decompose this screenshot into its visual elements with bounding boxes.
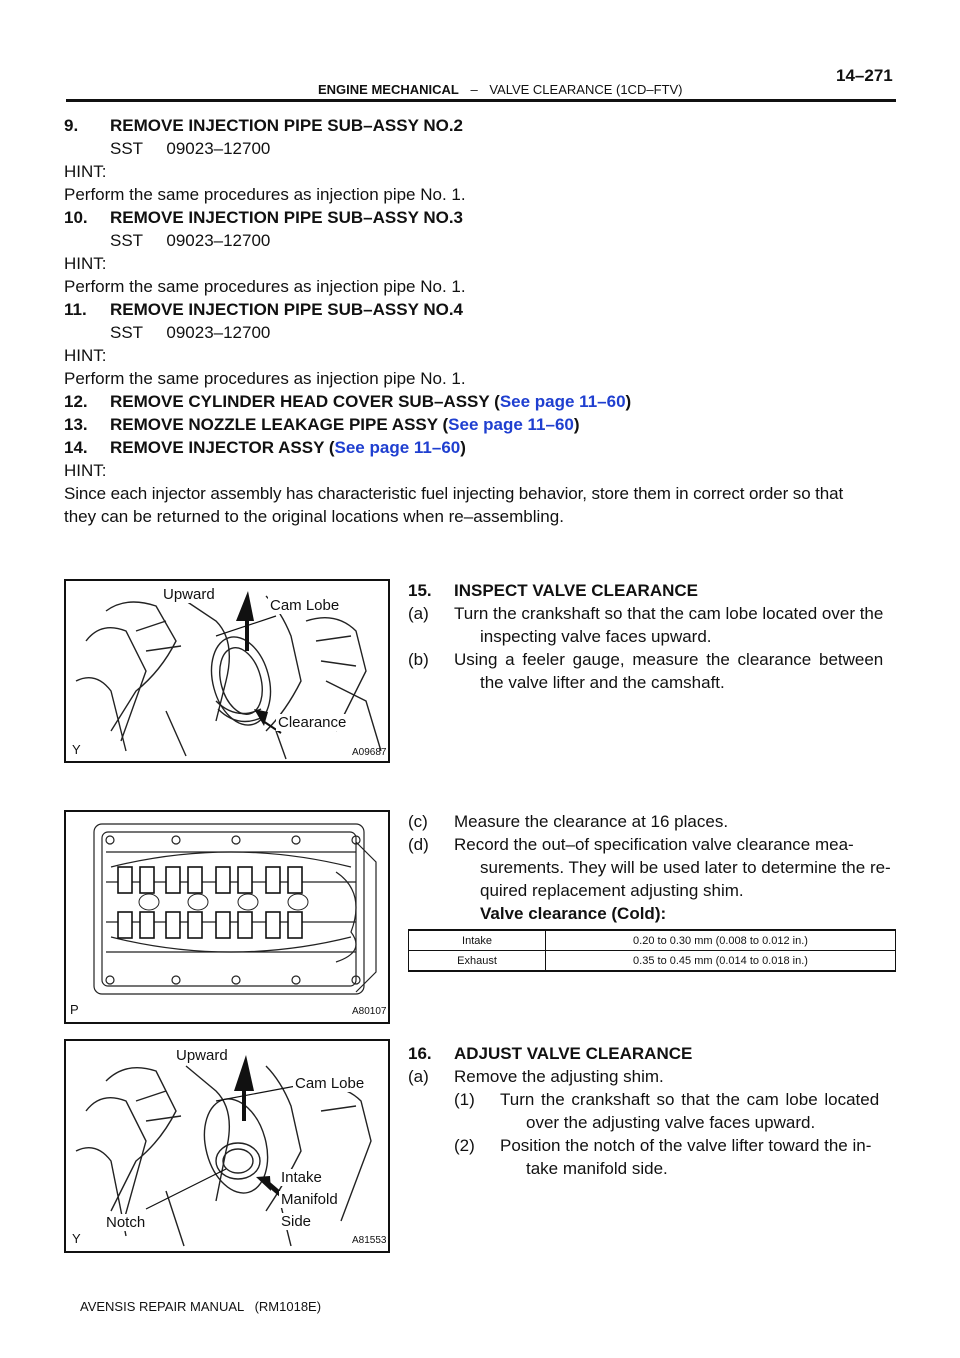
label-clearance: Clearance — [278, 714, 347, 731]
step-9-hint-label: HINT: — [64, 162, 107, 181]
step-9-title: 9. REMOVE INJECTION PIPE SUB–ASSY NO.2 — [64, 116, 463, 135]
header-section: ENGINE MECHANICAL — [318, 82, 459, 97]
step-13-link[interactable]: See page 11–60 — [448, 415, 574, 434]
step-16-1-label: (1) — [454, 1090, 475, 1109]
header-rule — [66, 99, 896, 102]
page-number: 14–271 — [836, 66, 893, 85]
label-intake-line2: Manifold — [281, 1191, 338, 1208]
cylinder-head-drawing — [66, 812, 388, 1022]
step-11-title: 11. REMOVE INJECTION PIPE SUB–ASSY NO.4 — [64, 300, 463, 319]
step-15c-label: (c) — [408, 812, 428, 831]
spec-name: Exhaust — [409, 951, 546, 972]
step-16-title: 16. ADJUST VALVE CLEARANCE — [408, 1044, 693, 1063]
step-14-hint-line2: they can be returned to the original locations when re–assembling. — [64, 507, 564, 526]
step-10-sst: SST 09023–12700 — [110, 231, 271, 250]
step-16-2-line2: take manifold side. — [526, 1159, 668, 1178]
step-15d-line1: Record the out–of specification valve clearance mea- — [454, 835, 854, 854]
step-15d-line2: surements. They will be used later to determine the re- — [480, 858, 891, 877]
step-15-title: 15. INSPECT VALVE CLEARANCE — [408, 581, 699, 600]
figure-valve-clearance — [64, 579, 390, 763]
step-11-hint-text: Perform the same procedures as injection pipe No. 1. — [64, 369, 466, 388]
step-10-hint-text: Perform the same procedures as injection pipe No. 1. — [64, 277, 466, 296]
figure-corner-mark: Y — [72, 742, 81, 757]
step-10-hint-label: HINT: — [64, 254, 107, 273]
step-16-1-line1: Turn the crankshaft so that the cam lobe located — [500, 1090, 880, 1109]
step-16a-text: Remove the adjusting shim. — [454, 1067, 664, 1086]
spec-name: Intake — [409, 930, 546, 951]
page-footer: AVENSIS REPAIR MANUAL (RM1018E) — [80, 1299, 322, 1314]
figure-cylinder-head — [64, 810, 390, 1024]
label-cam-lobe: Cam Lobe — [295, 1075, 365, 1092]
step-15b-line2: the valve lifter and the camshaft. — [480, 673, 725, 692]
figure-corner-mark: P — [70, 1002, 79, 1017]
label-cam-lobe: Cam Lobe — [270, 597, 340, 614]
step-14-hint-line1: Since each injector assembly has characteristic fuel injecting behavior, store them in correct order so that — [64, 484, 844, 503]
figure-corner-mark: Y — [72, 1231, 81, 1246]
step-12-link[interactable]: See page 11–60 — [499, 392, 626, 411]
label-intake-line1: Intake — [281, 1169, 322, 1186]
step-9-hint-text: Perform the same procedures as injection pipe No. 1. — [64, 185, 466, 204]
valve-clearance-table — [408, 929, 896, 972]
step-16-1-line2: over the adjusting valve faces upward. — [526, 1113, 816, 1132]
step-15c-line1: Measure the clearance at 16 places. — [454, 812, 729, 831]
step-10-title: 10. REMOVE INJECTION PIPE SUB–ASSY NO.3 — [64, 208, 463, 227]
figure-code: A81553 — [352, 1235, 387, 1246]
step-16a-label: (a) — [408, 1067, 429, 1086]
step-9-sst: SST 09023–12700 — [110, 139, 271, 158]
step-13-title: 13. REMOVE NOZZLE LEAKAGE PIPE ASSY (See page 11–60) — [64, 415, 580, 434]
step-12-title: 12. REMOVE CYLINDER HEAD COVER SUB–ASSY (See page 11–60) — [64, 392, 632, 411]
step-11-hint-label: HINT: — [64, 346, 107, 365]
figure-adjust-shim — [64, 1039, 390, 1253]
step-15a-label: (a) — [408, 604, 429, 623]
step-14-title: 14. REMOVE INJECTOR ASSY (See page 11–60) — [64, 438, 466, 457]
step-15d-line3: quired replacement adjusting shim. — [480, 881, 744, 900]
step-14-link[interactable]: See page 11–60 — [334, 438, 461, 457]
step-15a-line1: Turn the crankshaft so that the cam lobe located over the — [454, 604, 884, 623]
spec-value: 0.20 to 0.30 mm (0.008 to 0.012 in.) — [546, 930, 896, 951]
step-16-2-label: (2) — [454, 1136, 475, 1155]
figure-code: A09687 — [352, 747, 387, 758]
spec-value: 0.35 to 0.45 mm (0.014 to 0.018 in.) — [546, 951, 896, 972]
figure-code: A80107 — [352, 1006, 387, 1017]
table-row — [409, 951, 896, 972]
step-15a-line2: inspecting valve faces upward. — [480, 627, 712, 646]
label-notch: Notch — [106, 1214, 146, 1231]
running-header — [318, 82, 682, 97]
spec-title: Valve clearance (Cold): — [480, 904, 667, 923]
step-15d-label: (d) — [408, 835, 429, 854]
header-subsection: VALVE CLEARANCE (1CD–FTV) — [489, 82, 683, 97]
step-11-sst: SST 09023–12700 — [110, 323, 271, 342]
step-15b-line1: Using a feeler gauge, measure the clearance between — [454, 650, 884, 669]
step-15b-label: (b) — [408, 650, 429, 669]
label-upward: Upward — [163, 586, 215, 603]
step-16-2-line1: Position the notch of the valve lifter toward the in- — [500, 1136, 872, 1155]
label-intake-line3: Side — [281, 1213, 312, 1230]
step-14-hint-label: HINT: — [64, 461, 107, 480]
table-row — [409, 930, 896, 951]
label-upward: Upward — [176, 1047, 228, 1064]
header-separator: – — [470, 82, 478, 97]
